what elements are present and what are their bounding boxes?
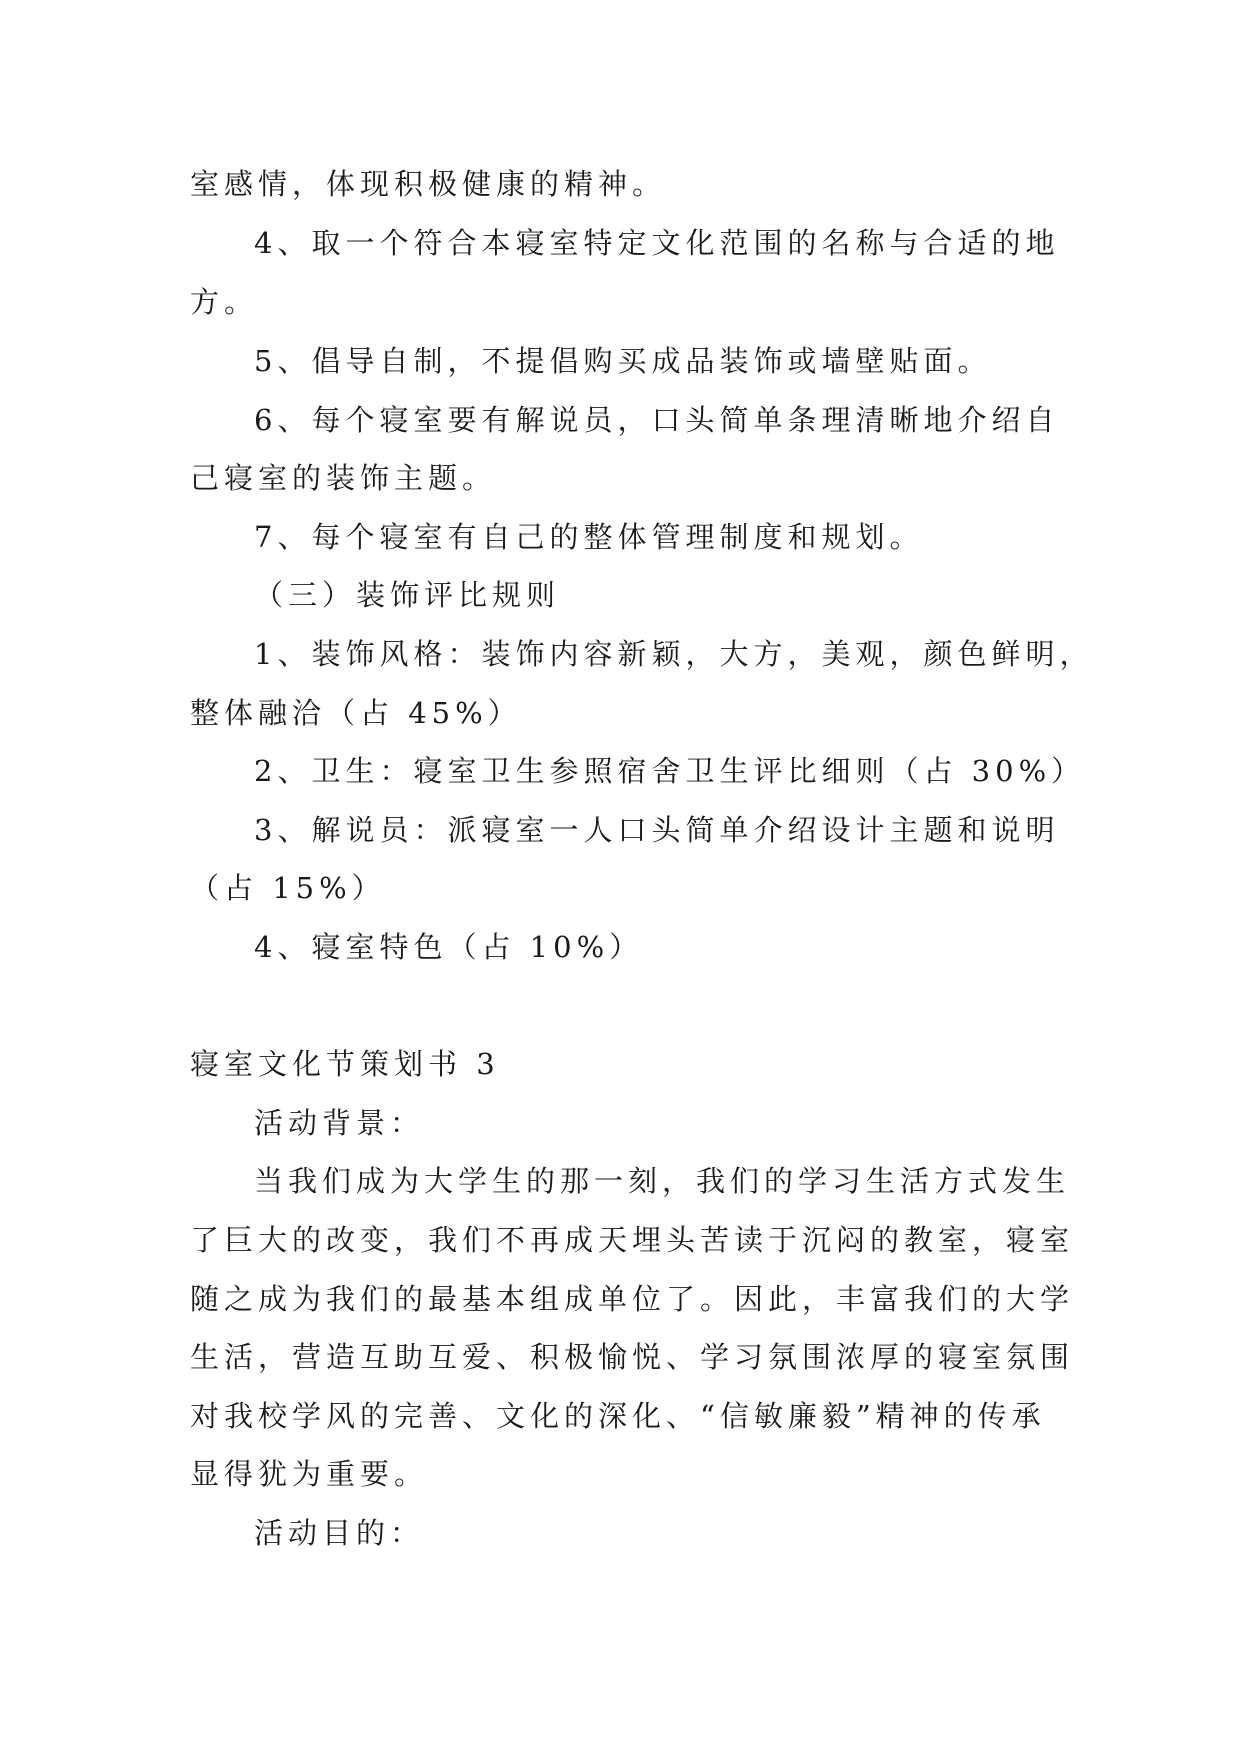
text-line: 6、每个寝室要有解说员，口头简单条理清晰地介绍自 <box>254 403 1060 437</box>
text-line: 生活，营造互助互爱、积极愉悦、学习氛围浓厚的寝室氛围 <box>190 1340 1075 1374</box>
text-line: 7、每个寝室有自己的整体管理制度和规划。 <box>254 520 924 554</box>
text-line: 显得犹为重要。 <box>190 1457 429 1491</box>
text-line: 室感情，体现积极健康的精神。 <box>190 167 667 201</box>
text-line: 4、取一个符合本寝室特定文化范围的名称与合适的地 <box>254 226 1060 260</box>
text-line: 对我校学风的完善、文化的深化、“信敏廉毅”精神的传承 <box>190 1399 1046 1433</box>
text-line: 2、卫生：寝室卫生参照宿舍卫生评比细则（占 30%） <box>254 754 1086 788</box>
text-line: 己寝室的装饰主题。 <box>190 461 497 495</box>
section-heading: 活动目的： <box>254 1516 425 1550</box>
text-line: 4、寝室特色（占 10%） <box>254 930 644 964</box>
text-line: 当我们成为大学生的那一刻，我们的学习生活方式发生 <box>254 1164 1071 1198</box>
section-heading: 活动背景： <box>254 1106 425 1140</box>
text-line: 随之成为我们的最基本组成单位了。因此，丰富我们的大学 <box>190 1282 1075 1316</box>
document-title: 寝室文化节策划书 3 <box>190 1047 500 1081</box>
text-line: 1、装饰风格：装饰内容新颖，大方，美观，颜色鲜明， <box>254 637 1094 671</box>
text-line: （占 15%） <box>190 871 386 905</box>
section-heading: （三）装饰评比规则 <box>254 578 561 612</box>
text-line: 方。 <box>190 285 259 319</box>
text-line: 5、倡导自制，不提倡购买成品装饰或墙壁贴面。 <box>254 344 992 378</box>
text-line: 整体融洽（占 45%） <box>190 696 522 730</box>
text-line: 了巨大的改变，我们不再成天埋头苦读于沉闷的教室，寝室 <box>190 1223 1075 1257</box>
text-line: 3、解说员：派寝室一人口头简单介绍设计主题和说明 <box>254 813 1060 847</box>
